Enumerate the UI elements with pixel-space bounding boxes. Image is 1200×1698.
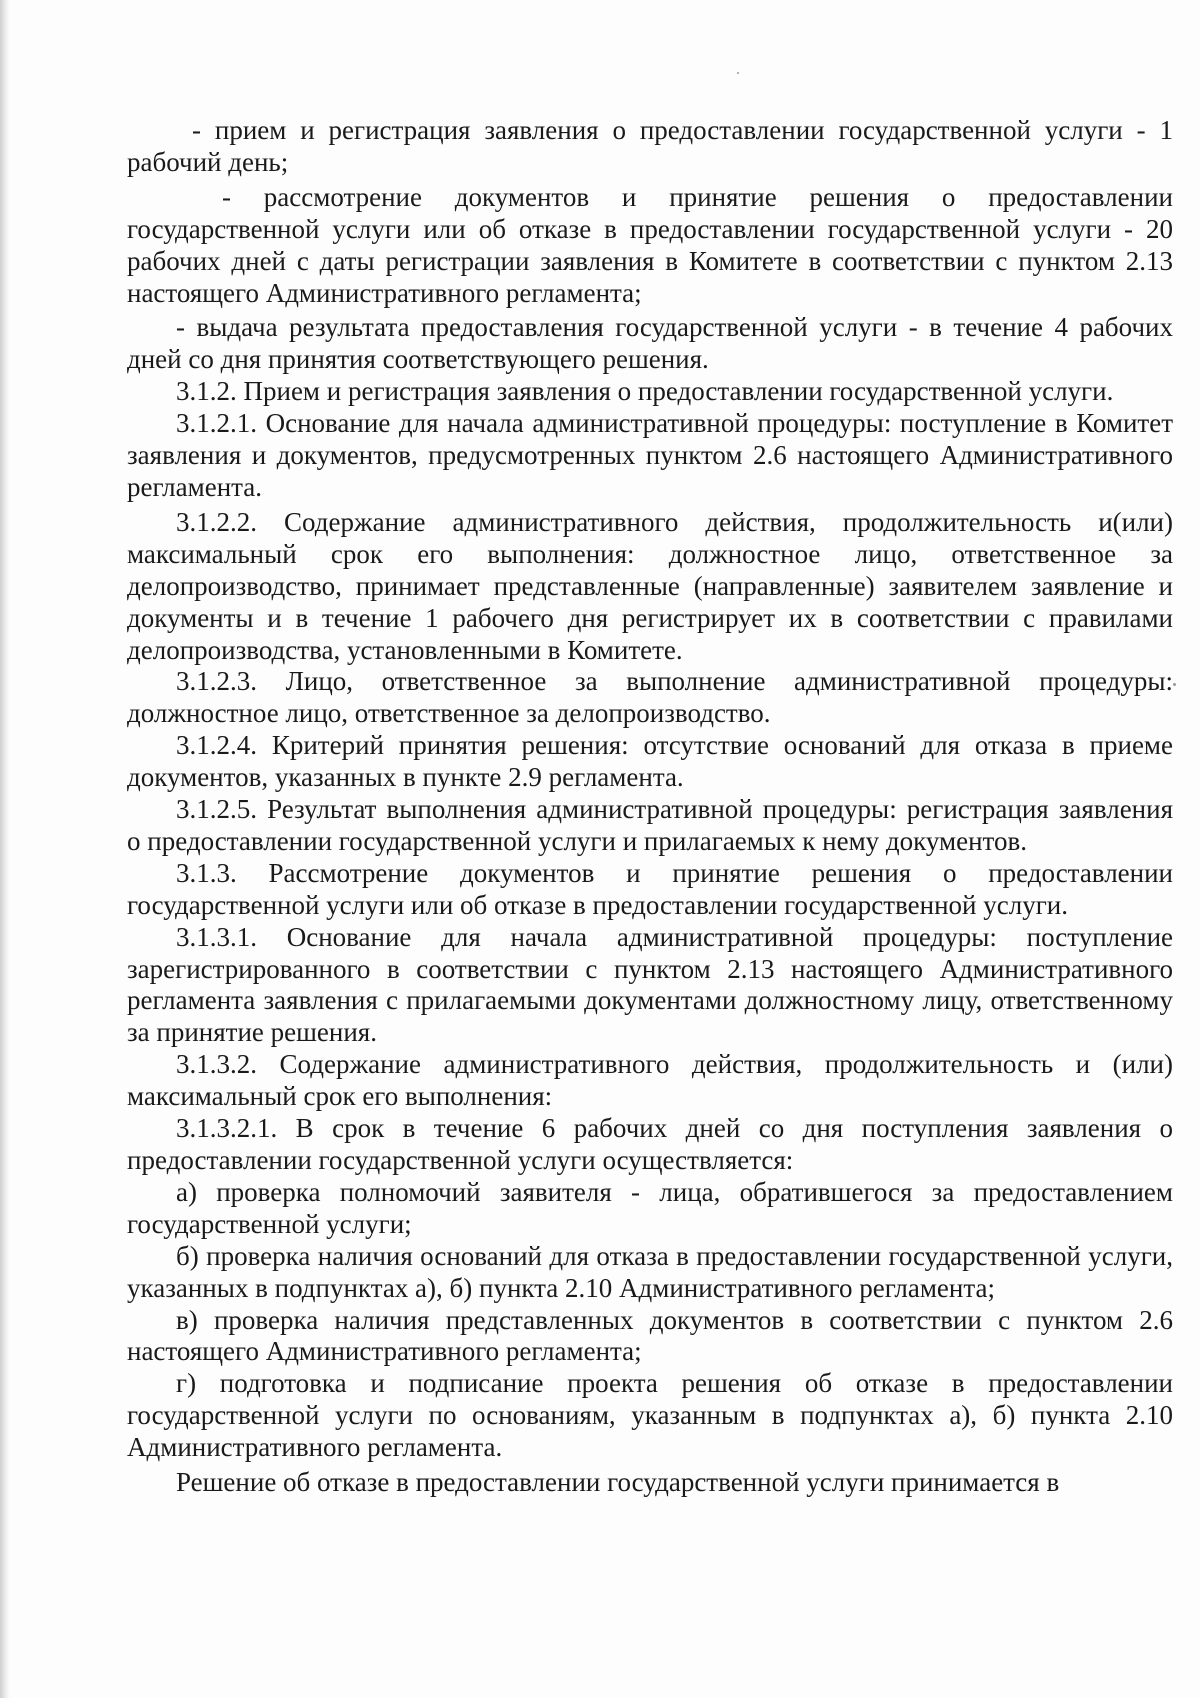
paragraph-3-1-2-5: 3.1.2.5. Результат выполнения административной процедуры: регистрация заявления о предоставлении государственной услуги и прилагаемых к нему документов. [127, 794, 1173, 856]
scan-edge-shadow [0, 0, 10, 1698]
paragraph-3-1-3-2: 3.1.3.2. Содержание административного действия, продолжительность и (или) максимальный срок его выполнения: [127, 1049, 1173, 1112]
list-item-v: в) проверка наличия представленных документов в соответствии с пунктом 2.6 настоящего Административного регламента; [127, 1304, 1173, 1367]
paragraph-3-1-2: 3.1.2. Прием и регистрация заявления о предоставлении государственной услуги. [176, 376, 1114, 407]
paragraph-3-1-2-3: 3.1.2.3. Лицо, ответственное за выполнение административной процедуры: должностное лицо, ответственное за делопроизводство. [127, 666, 1173, 729]
paragraph-review-timing: - рассмотрение документов и принятие решения о предоставлении государственной услуги или об отказе в предоставлении государственной услуги - 20 рабочих дней с даты регистрации заявления в Комитете в соответствии с пунктом 2.13 настоящего Административного регламента; [127, 181, 1173, 308]
paragraph-refusal-decision: Решение об отказе в предоставлении государственной услуги принимается в [176, 1467, 1060, 1498]
paragraph-intake-timing: - прием и регистрация заявления о предоставлении государственной услуги - 1 рабочий день; [127, 115, 1173, 177]
scan-speck [737, 72, 739, 74]
paragraph-3-1-3-1: 3.1.3.1. Основание для начала административной процедуры: поступление зарегистрированного в соответствии с пунктом 2.13 настоящего Административного регламента заявления с прилагаемыми документами должностному лицу, ответственному за принятие решения. [127, 921, 1173, 1048]
list-item-a: а) проверка полномочий заявителя - лица, обратившегося за предоставлением государственной услуги; [127, 1176, 1173, 1239]
document-body [127, 115, 1173, 1499]
paragraph-issue-timing: - выдача результата предоставления государственной услуги - в течение 4 рабочих дней со дня принятия соответствующего решения. [127, 312, 1173, 375]
list-item-b: б) проверка наличия оснований для отказа в предоставлении государственной услуги, указанных в подпунктах а), б) пункта 2.10 Административного регламента; [127, 1240, 1173, 1303]
scan-speck [1173, 683, 1176, 686]
paragraph-3-1-2-1: 3.1.2.1. Основание для начала административной процедуры: поступление в Комитет заявления и документов, предусмотренных пунктом 2.6 настоящего Административного регламента. [127, 408, 1173, 502]
paragraph-3-1-3: 3.1.3. Рассмотрение документов и принятие решения о предоставлении государственной услуги или об отказе в предоставлении государственной услуги. [127, 857, 1173, 920]
list-item-g: г) подготовка и подписание проекта решения об отказе в предоставлении государственной услуги по основаниям, указанным в подпунктах а), б) пункта 2.10 Административного регламента. [127, 1368, 1173, 1463]
paragraph-3-1-2-4: 3.1.2.4. Критерий принятия решения: отсутствие оснований для отказа в приеме документов, указанных в пункте 2.9 регламента. [127, 730, 1173, 793]
paragraph-3-1-3-2-1: 3.1.3.2.1. В срок в течение 6 рабочих дней со дня поступления заявления о предоставлении государственной услуги осуществляется: [127, 1113, 1173, 1175]
paragraph-3-1-2-2: 3.1.2.2. Содержание административного действия, продолжительность и(или) максимальный срок его выполнения: должностное лицо, ответственное за делопроизводство, принимает представленные (направленные) заявителем заявление и документы и в течение 1 рабочего дня регистрирует их в соответствии с правилами делопроизводства, установленными в Комитете. [127, 506, 1173, 665]
